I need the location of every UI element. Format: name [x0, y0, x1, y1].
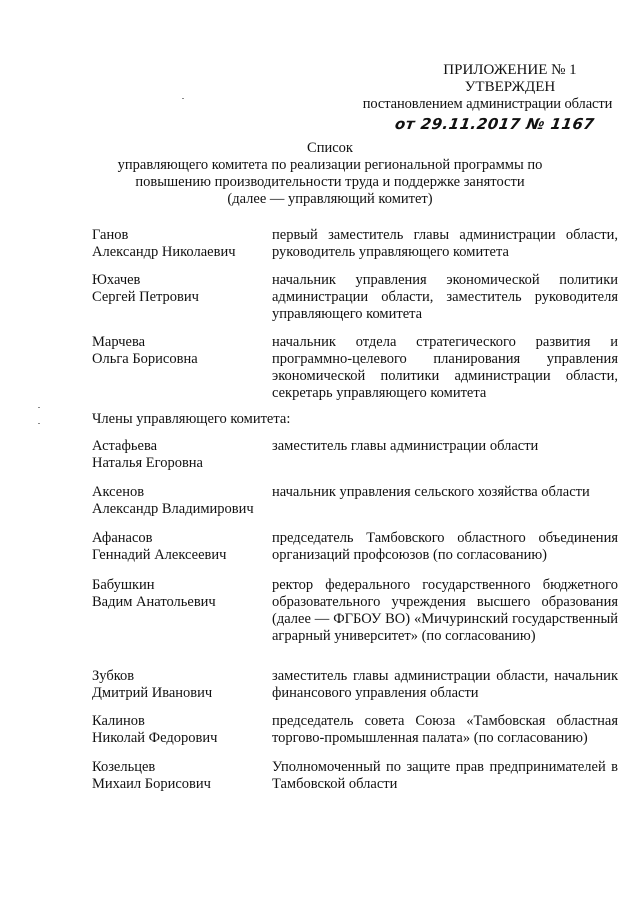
surname: Астафьева: [92, 438, 158, 454]
surname: Афанасов: [92, 530, 153, 546]
person-name: [92, 227, 272, 261]
person-position: председатель совета Союза «Тамбовская областная торгово-промышленная палата» (по согласованию): [272, 713, 618, 746]
person-name: [92, 334, 272, 368]
person-name: [92, 530, 272, 564]
person-name: [92, 577, 272, 611]
approved-label: УТВЕРЖДЕН: [464, 79, 556, 95]
given-names: Вадим Анатольевич: [92, 594, 216, 610]
person-position: заместитель главы администрации области, начальник финансового управления области: [272, 668, 618, 701]
doc-subtitle-line-1: управляющего комитета по реализации региональной программы по: [117, 157, 543, 173]
given-names: Сергей Петрович: [92, 289, 199, 305]
surname: Ганов: [92, 227, 129, 243]
doc-subtitle-line-2: повышению производительности труда и поддержке занятости: [135, 174, 525, 190]
person-name: [92, 272, 272, 306]
given-names: Александр Николаевич: [92, 244, 236, 260]
surname: Бабушкин: [92, 577, 155, 593]
person-name: [92, 668, 272, 702]
person-position: заместитель главы администрации области: [272, 438, 539, 454]
person-position: начальник управления экономической политики администрации области, заместитель руководителя управляющего комитета: [272, 272, 618, 322]
scan-speck: [38, 423, 40, 424]
scan-speck: [38, 407, 40, 408]
given-names: Михаил Борисович: [92, 776, 211, 792]
given-names: Александр Владимирович: [92, 501, 254, 517]
person-position: Уполномоченный по защите прав предпринимателей в Тамбовской области: [272, 759, 618, 792]
surname: Зубков: [92, 668, 135, 684]
members-heading: Члены управляющего комитета:: [92, 411, 291, 427]
surname: Козельцев: [92, 759, 156, 775]
surname: Марчева: [92, 334, 146, 350]
person-name: [92, 484, 272, 518]
given-names: Геннадий Алексеевич: [92, 547, 227, 563]
appendix-label: ПРИЛОЖЕНИЕ № 1: [443, 62, 577, 78]
surname: Калинов: [92, 713, 145, 729]
given-names: Николай Федорович: [92, 730, 218, 746]
surname: Юхачев: [92, 272, 141, 288]
person-name: [92, 713, 272, 747]
given-names: Дмитрий Иванович: [92, 685, 213, 701]
person-name: [92, 438, 272, 472]
given-names: Ольга Борисовна: [92, 351, 198, 367]
scan-speck: [182, 98, 184, 99]
resolution-date-number: от 29.11.2017 № 1167: [393, 115, 596, 133]
person-position: первый заместитель главы администрации области, руководитель управляющего комитета: [272, 227, 618, 260]
person-position: начальник отдела стратегического развития и программно-целевого планирования управления экономической политики администрации области, секретарь управляющего комитета: [272, 334, 618, 401]
resolution-label: постановлением администрации области: [362, 96, 613, 112]
doc-subtitle-line-3: (далее — управляющий комитет): [227, 191, 433, 207]
person-name: [92, 759, 272, 793]
person-position: председатель Тамбовского областного объединения организаций профсоюзов (по согласованию): [272, 530, 618, 563]
given-names: Наталья Егоровна: [92, 455, 203, 471]
surname: Аксенов: [92, 484, 145, 500]
person-position: начальник управления сельского хозяйства области: [272, 484, 590, 500]
doc-title: Список: [307, 140, 353, 156]
person-position: ректор федерального государственного бюджетного образовательного учреждения высшего образования (далее — ФГБОУ ВО) «Мичуринский государственный аграрный университет» (по согласованию): [272, 577, 618, 644]
